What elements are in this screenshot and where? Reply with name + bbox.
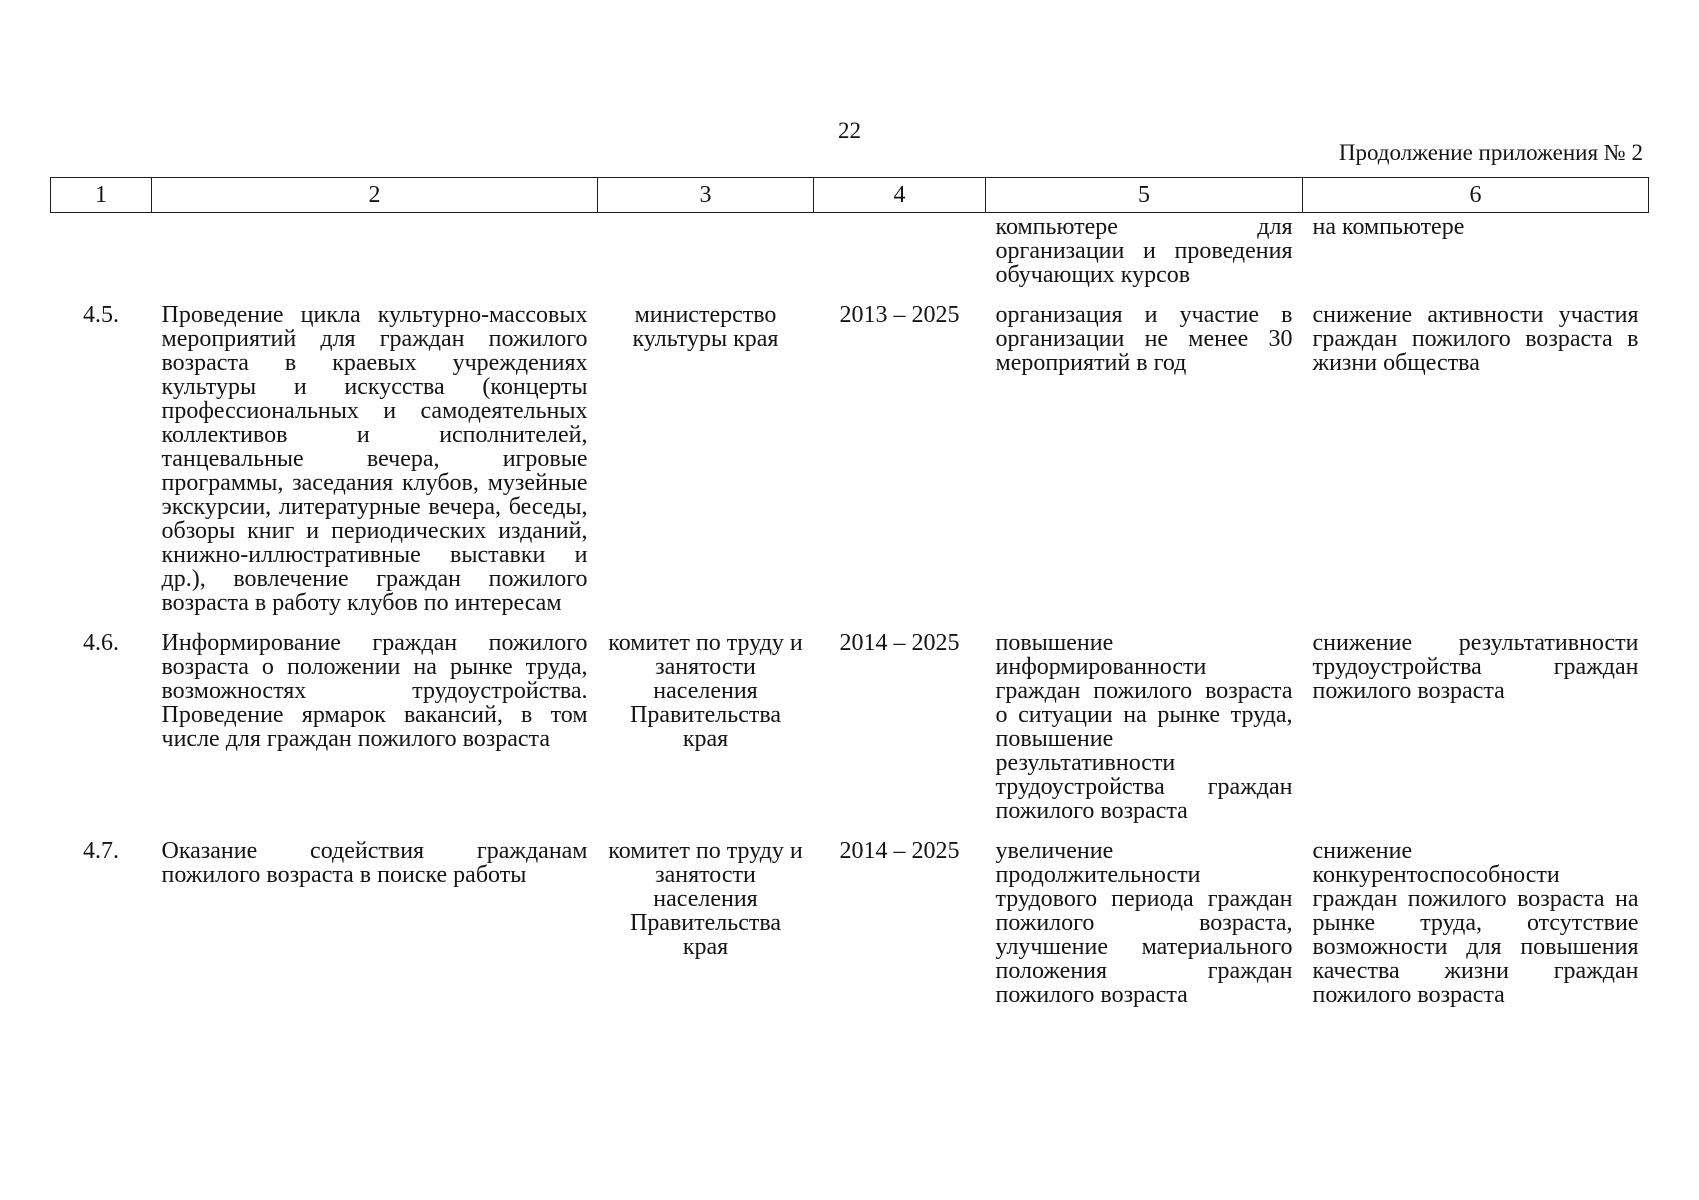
continuation-label: Продолжение приложения № 2 (1338, 140, 1643, 165)
row-number-cell (51, 213, 152, 300)
executor-cell: комитет по труду и занятости населения Правительства края (608, 838, 803, 960)
column-header-5: 5 (986, 178, 1303, 213)
risk-cell (1303, 213, 1649, 300)
activity-cell (152, 213, 598, 300)
period-cell: 2014 – 2025 (839, 838, 960, 864)
column-header-1: 1 (51, 178, 152, 213)
table-row (51, 299, 1649, 627)
table-row (51, 835, 1649, 1019)
column-number-header-row (51, 178, 1649, 213)
activity-cell: Информирование граждан пожилого возраста о положении на рынке труда, возможностях трудоустройства. Проведение ярмарок вакансий, в том числе для граждан пожилого возраста (161, 630, 588, 752)
executor-cell: министерство культуры края (632, 302, 779, 352)
risk-cell: снижение результативности трудоустройства граждан пожилого возраста (1312, 630, 1639, 704)
executor-cell: комитет по труду и занятости населения Правительства края (608, 630, 803, 752)
row-number-cell: 4.6. (83, 630, 119, 656)
result-cell: увеличение продолжительности трудового периода граждан пожилого возраста, улучшение материального положения граждан пожилого возраста (995, 838, 1293, 1008)
column-header-3: 3 (598, 178, 814, 213)
period-cell: 2013 – 2025 (839, 302, 960, 328)
period-cell (814, 213, 986, 300)
column-header-4: 4 (814, 178, 986, 213)
column-header-6: 6 (1303, 178, 1649, 213)
table-row-continuation (51, 213, 1649, 300)
risk-cell: снижение активности участия граждан пожилого возраста в жизни общества (1312, 302, 1639, 376)
result-cell (986, 213, 1303, 300)
row-number-cell: 4.7. (83, 838, 119, 864)
page-number: 22 (838, 118, 861, 143)
result-cell: повышение информированности граждан пожилого возраста о ситуации на рынке труда, повышение результативности трудоустройства граждан пожилого возраста (995, 630, 1293, 824)
risk-text: на компьютере (1312, 214, 1465, 240)
result-cell: организация и участие в организации не менее 30 мероприятий в год (995, 302, 1293, 376)
table-row (51, 627, 1649, 835)
row-number-cell: 4.5. (83, 302, 119, 328)
column-header-2: 2 (152, 178, 598, 213)
result-text: компьютере для организации и проведения обучающих курсов (995, 214, 1293, 288)
period-cell: 2014 – 2025 (839, 630, 960, 656)
executor-cell (598, 213, 814, 300)
activity-cell: Оказание содействия гражданам пожилого возраста в поиске работы (161, 838, 588, 888)
activity-cell: Проведение цикла культурно-массовых мероприятий для граждан пожилого возраста в краевых учреждениях культуры и искусства (концерты профессиональных и самодеятельных коллективов и исполнителей, танцевальные вечера, игровые программы, заседания клубов, музейные экскурсии, литературные вечера, беседы, обзоры книг и периодических изданий, книжно-иллюстративные выставки и др.), вовлечение граждан пожилого возраста в работу клубов по интересам (161, 302, 588, 616)
program-activities-table (50, 177, 1649, 1019)
risk-cell: снижение конкурентоспособности граждан пожилого возраста на рынке труда, отсутствие возможности для повышения качества жизни граждан пожилого возраста (1312, 838, 1639, 1008)
